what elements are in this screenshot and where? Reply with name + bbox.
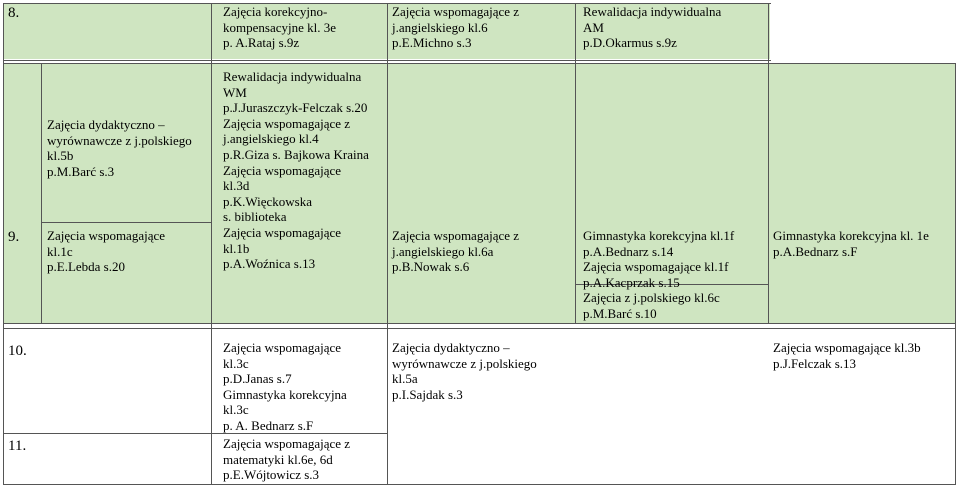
row9-col1-upper-cell: Zajęcia dydaktyczno – wyrównawcze z j.polskiego kl.5b p.M.Barć s.3 [47, 117, 192, 179]
grid-line [955, 63, 956, 485]
grid-line [3, 63, 956, 64]
row-9-background [4, 64, 955, 323]
grid-line [768, 3, 769, 324]
row9-col5-cell: Gimnastyka korekcyjna kl. 1e p.A.Bednarz s.F [773, 228, 929, 259]
grid-line [575, 3, 576, 324]
row-number-11: 11. [8, 438, 27, 454]
grid-line [41, 63, 42, 324]
grid-line [211, 3, 212, 485]
grid-line [3, 323, 956, 324]
grid-line [3, 328, 956, 329]
grid-line [3, 484, 956, 485]
row-number-8: 8. [8, 5, 20, 21]
row9-col2-cell: Rewalidacja indywidualna WM p.J.Juraszczyk-Felczak s.20 Zajęcia wspomagające z j.angielskiego kl.4 p.R.Giza s. Bajkowa Kraina Zajęcia wspomagające kl.3d p.K.Więckowska s. biblioteka Zajęcia wspomagające kl.1b p.A.Woźnica s.13 [223, 69, 369, 272]
row-number-9: 9. [8, 229, 20, 245]
grid-line [41, 222, 211, 223]
row9-col1-lower-cell: Zajęcia wspomagające kl.1c p.E.Lebda s.20 [47, 228, 166, 275]
row11-col2-cell: Zajęcia wspomagające z matematyki kl.6e, 6d p.E.Wójtowicz s.3 [223, 436, 351, 483]
row9-col4-cell: Gimnastyka korekcyjna kl.1f p.A.Bednarz s.14 Zajęcia wspomagające kl.1f p.A.Kacprzak s.15 Zajęcia z j.polskiego kl.6c p.M.Barć s.10 [583, 228, 735, 321]
row-number-10: 10. [8, 343, 27, 359]
grid-line [387, 3, 388, 485]
row8-col3-cell: Zajęcia wspomagające z j.angielskiego kl.6 p.E.Michno s.3 [392, 4, 520, 51]
grid-line [3, 3, 4, 485]
row9-col3-cell: Zajęcia wspomagające z j.angielskiego kl.6a p.B.Nowak s.6 [392, 228, 520, 275]
row10-col3-cell: Zajęcia dydaktyczno – wyrównawcze z j.polskiego kl.5a p.I.Sajdak s.3 [392, 340, 537, 402]
row8-col2-cell: Zajęcia korekcyjno- kompensacyjne kl. 3e p. A.Rataj s.9z [223, 4, 336, 51]
row10-col5-cell: Zajęcia wspomagające kl.3b p.J.Felczak s.13 [773, 340, 921, 371]
row8-col4-cell: Rewalidacja indywidualna AM p.D.Okarmus s.9z [583, 4, 722, 51]
row10-col2-cell: Zajęcia wspomagające kl.3c p.D.Janas s.7 Gimnastyka korekcyjna kl.3c p. A. Bednarz s.F [223, 340, 347, 433]
